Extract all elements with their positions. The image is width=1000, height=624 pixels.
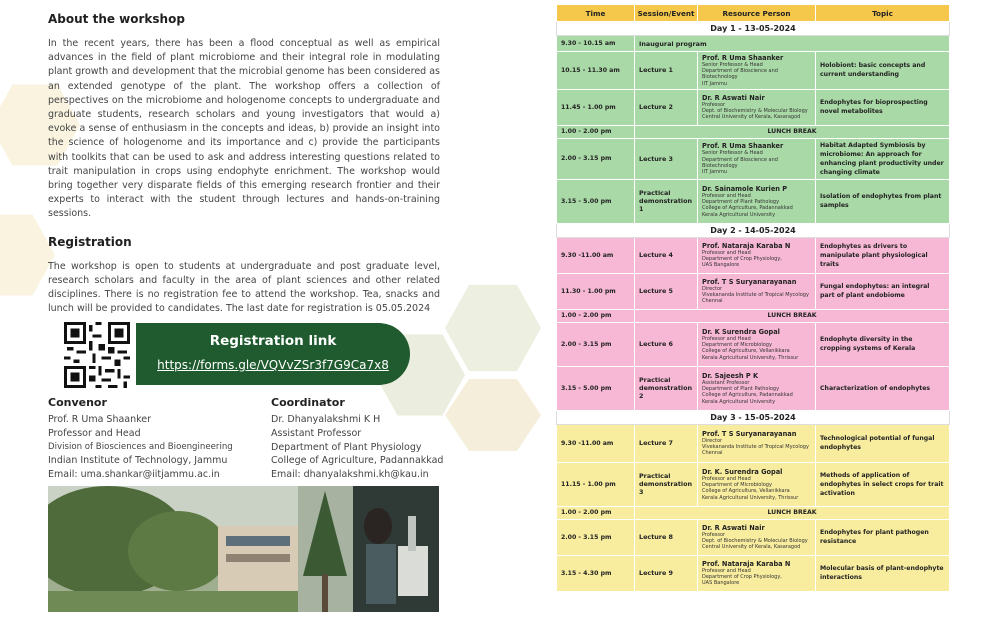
- session-cell: Lecture 5: [635, 273, 698, 309]
- about-text: In the recent years, there has been a flood conceptual as well as empirical advances in the field of plant microbiome and their integral role in modulating plant growth and development that the microbial genome has been considered as an extended genotype of the plant. The workshop offers a collection of perspectives on the microbiome and hologenome concepts to undergraduate and graduate students, research scholars and young investigators that would a) evoke a sense of enthusiasm in the concepts and ideas, b) provide an insight into the science of hologenome and its importance and c) provide the participants with toolkits that can be used to ask and address interesting questions related to trait manipulation in crops using endophyte enrichment. The workshop would bring together very disparate fields of this emerging research frontier and their experts to interact with the student through lectures and hands-on-training sessions.: [48, 38, 440, 220]
- registration-text: The workshop is open to students at undergraduate and post graduate level, research scholars and faculty in the area of plant sciences and other related disciplines. There is no registration fee to attend the workshop. Tea, snacks and lunch will be provided to candidates. The last date for registration is 05.05.2024: [48, 260, 440, 315]
- resource-person-cell: [698, 424, 816, 462]
- resource-person-cell: [698, 52, 816, 90]
- session-cell: Lecture 8: [635, 519, 698, 555]
- resource-person-name: Prof. T S Suryanarayanan: [702, 278, 797, 286]
- resource-person-cell: [698, 273, 816, 309]
- resource-person-detail: Professor and Head Department of Microbiology College of Agriculture, Vellanikkara Kerala Agricultural University, Thrissur: [702, 335, 799, 361]
- table-row: [557, 322, 950, 366]
- resource-person-detail: Professor Dept. of Biochemistry & Molecular Biology Central University of Kerala, Kasaragod: [702, 102, 808, 121]
- resource-person-cell: [698, 322, 816, 366]
- day-header-row: [557, 410, 950, 424]
- resource-person-name: Prof. T S Suryanarayanan: [702, 430, 797, 438]
- resource-person-cell: [698, 519, 816, 555]
- time-cell: 10.15 - 11.30 am: [557, 52, 635, 90]
- schedule-table: [556, 4, 949, 592]
- topic-cell: Fungal endophytes: an integral part of plant endobiome: [816, 273, 950, 309]
- topic-cell: Endophyte diversity in the cropping systems of Kerala: [816, 322, 950, 366]
- table-row: [557, 179, 950, 223]
- session-cell: Lecture 6: [635, 322, 698, 366]
- column-header: Resource Person: [698, 5, 816, 22]
- session-cell: Lecture 7: [635, 424, 698, 462]
- decorative-hexagon: [0, 210, 55, 300]
- coordinator-name: Dr. Dhanyalakshmi K H: [271, 414, 381, 425]
- time-cell: 9.30 -11.00 am: [557, 237, 635, 273]
- time-cell: 9.30 -11.00 am: [557, 424, 635, 462]
- day-label: Day 2 - 14-05-2024: [557, 223, 950, 237]
- registration-heading: Registration: [48, 234, 132, 249]
- coordinator-inst: College of Agriculture, Padannakkad: [271, 455, 444, 467]
- resource-person-name: Dr. K Surendra Gopal: [702, 327, 780, 336]
- table-row: [557, 519, 950, 555]
- resource-person-cell: [698, 555, 816, 591]
- table-row: [557, 366, 950, 410]
- table-row: [557, 273, 950, 309]
- topic-cell: Technological potential of fungal endophytes: [816, 424, 950, 462]
- resource-person-detail: Director Vivekananda Institute of Tropical Mycology Chennai: [702, 286, 809, 305]
- coordinator-dept: Department of Plant Physiology: [271, 441, 422, 453]
- time-cell: 11.30 - 1.00 pm: [557, 273, 635, 309]
- time-cell: 2.00 - 3.15 pm: [557, 519, 635, 555]
- resource-person-cell: [698, 89, 816, 125]
- info-column: [48, 0, 440, 316]
- topic-cell: Endophytes for plant pathogen resistance: [816, 519, 950, 555]
- time-cell: 2.00 - 3.15 pm: [557, 322, 635, 366]
- table-row: [557, 237, 950, 273]
- day-header-row: [557, 223, 950, 237]
- topic-cell: Characterization of endophytes: [816, 366, 950, 410]
- resource-person-cell: [698, 366, 816, 410]
- table-header-row: [557, 5, 950, 22]
- time-cell: 3.15 - 5.00 pm: [557, 179, 635, 223]
- session-cell: Lecture 4: [635, 237, 698, 273]
- resource-person-name: Prof. Nataraja Karaba N: [702, 560, 791, 568]
- column-header: Topic: [816, 5, 950, 22]
- resource-person-cell: [698, 138, 816, 179]
- resource-person-cell: [698, 237, 816, 273]
- convenor-dept: Division of Biosciences and Bioengineering: [48, 441, 233, 452]
- time-cell: 11.15 - 1.00 pm: [557, 462, 635, 506]
- topic-cell: Endophytes as drivers to manipulate plant physiological traits: [816, 237, 950, 273]
- topic-cell: Molecular basis of plant-endophyte interactions: [816, 555, 950, 591]
- coordinator-role: Assistant Professor: [271, 427, 362, 439]
- coordinator-block: [271, 396, 443, 482]
- resource-person-detail: Senior Professor & Head Department of Bioscience and Biotechnology IIT Jammu: [702, 62, 778, 87]
- session-cell: Practical demonstration 1: [635, 179, 698, 223]
- about-heading: About the workshop: [48, 12, 185, 26]
- time-cell: 3.15 - 5.00 pm: [557, 366, 635, 410]
- convenor-block: [48, 396, 233, 482]
- table-row: [557, 424, 950, 462]
- resource-person-detail: Professor and Head Department of Crop Physiology, UAS Bangalore: [702, 250, 782, 269]
- table-row: [557, 36, 950, 52]
- convenor-inst: Indian Institute of Technology, Jammu: [48, 455, 228, 467]
- resource-person-detail: Professor and Head Department of Plant Pathology College of Agriculture, Padannakkad Kerala Agricultural University: [702, 192, 793, 218]
- resource-person-detail: Director Vivekananda Institute of Tropical Mycology Chennai: [702, 438, 809, 457]
- topic-cell: Isolation of endophytes from plant samples: [816, 179, 950, 223]
- coordinator-heading: Coordinator: [271, 396, 345, 409]
- table-row: [557, 138, 950, 179]
- time-cell: 1.00 - 2.00 pm: [557, 125, 635, 138]
- qr-code-icon[interactable]: [64, 322, 130, 388]
- decorative-hexagon: [445, 375, 541, 455]
- table-row: [557, 89, 950, 125]
- lunch-break-row: [557, 506, 950, 519]
- resource-person-name: Dr. Sajeesh P K: [702, 371, 759, 380]
- lunch-break-row: [557, 125, 950, 138]
- decorative-hexagon: [445, 280, 541, 376]
- time-cell: 1.00 - 2.00 pm: [557, 506, 635, 519]
- session-cell: Lecture 1: [635, 52, 698, 90]
- convenor-role: Professor and Head: [48, 427, 141, 439]
- convenor-name: Prof. R Uma Shaanker: [48, 414, 152, 425]
- table-row: [557, 462, 950, 506]
- lunch-break-label: LUNCH BREAK: [635, 506, 950, 519]
- resource-person-detail: Assistant Professor Department of Plant Pathology College of Agriculture, Padannakkad Kerala Agricultural University: [702, 379, 793, 405]
- resource-person-cell: [698, 179, 816, 223]
- lunch-break-label: LUNCH BREAK: [635, 309, 950, 322]
- session-cell: Inaugural program: [635, 36, 950, 52]
- convenor-email[interactable]: Email: uma.shankar@iitjammu.ac.in: [48, 469, 220, 481]
- resource-person-name: Prof. Nataraja Karaba N: [702, 242, 791, 250]
- session-cell: Practical demonstration 2: [635, 366, 698, 410]
- table-row: [557, 555, 950, 591]
- day-label: Day 3 - 15-05-2024: [557, 410, 950, 424]
- time-cell: 2.00 - 3.15 pm: [557, 138, 635, 179]
- resource-person-detail: Professor and Head Department of Crop Physiology, UAS Bangalore: [702, 568, 782, 587]
- time-cell: 3.15 - 4.30 pm: [557, 555, 635, 591]
- session-cell: Lecture 9: [635, 555, 698, 591]
- resource-person-name: Dr. Sainamole Kurien P: [702, 184, 788, 193]
- coordinator-email[interactable]: Email: dhanyalakshmi.kh@kau.in: [271, 469, 429, 481]
- column-header: Time: [557, 5, 635, 22]
- convenor-heading: Convenor: [48, 396, 107, 409]
- resource-person-detail: Professor and Head Department of Microbiology College of Agriculture, Vellanikkara Kerala Agricultural University, Thrissur: [702, 475, 799, 501]
- time-cell: 9.30 - 10.15 am: [557, 36, 635, 52]
- day-label: Day 1 - 13-05-2024: [557, 22, 950, 36]
- session-cell: Lecture 2: [635, 89, 698, 125]
- registration-link[interactable]: https://forms.gle/VQVvZSr3f7G9Ca7x8: [157, 358, 389, 372]
- resource-person-name: Dr. K. Surendra Gopal: [702, 467, 783, 476]
- registration-link-title: Registration link: [209, 333, 337, 349]
- topic-cell: Endophytes for bioprospecting novel metabolites: [816, 89, 950, 125]
- lunch-break-label: LUNCH BREAK: [635, 125, 950, 138]
- registration-banner: [136, 323, 410, 385]
- lunch-break-row: [557, 309, 950, 322]
- time-cell: 11.45 - 1.00 pm: [557, 89, 635, 125]
- campus-photo-strip: [48, 486, 439, 612]
- topic-cell: Holobiont: basic concepts and current understanding: [816, 52, 950, 90]
- session-cell: Lecture 3: [635, 138, 698, 179]
- resource-person-detail: Senior Professor & Head Department of Bioscience and Biotechnology IIT Jammu: [702, 150, 778, 176]
- resource-person-name: Prof. R Uma Shaanker: [702, 142, 784, 151]
- resource-person-name: Dr. R Aswati Nair: [702, 94, 765, 102]
- resource-person-name: Prof. R Uma Shaanker: [702, 54, 784, 62]
- registration-box: [48, 320, 410, 386]
- resource-person-name: Dr. R Aswati Nair: [702, 524, 765, 532]
- table-row: [557, 52, 950, 90]
- topic-cell: Habitat Adapted Symbiosis by microbiome: An approach for enhancing plant productivity under changing climate: [816, 138, 950, 179]
- session-cell: Practical demonstration 3: [635, 462, 698, 506]
- column-header: Session/Event: [635, 5, 698, 22]
- resource-person-cell: [698, 462, 816, 506]
- topic-cell: Methods of application of endophytes in select crops for trait activation: [816, 462, 950, 506]
- time-cell: 1.00 - 2.00 pm: [557, 309, 635, 322]
- resource-person-detail: Professor Dept. of Biochemistry & Molecular Biology Central University of Kerala, Kasaragod: [702, 532, 808, 551]
- day-header-row: [557, 22, 950, 36]
